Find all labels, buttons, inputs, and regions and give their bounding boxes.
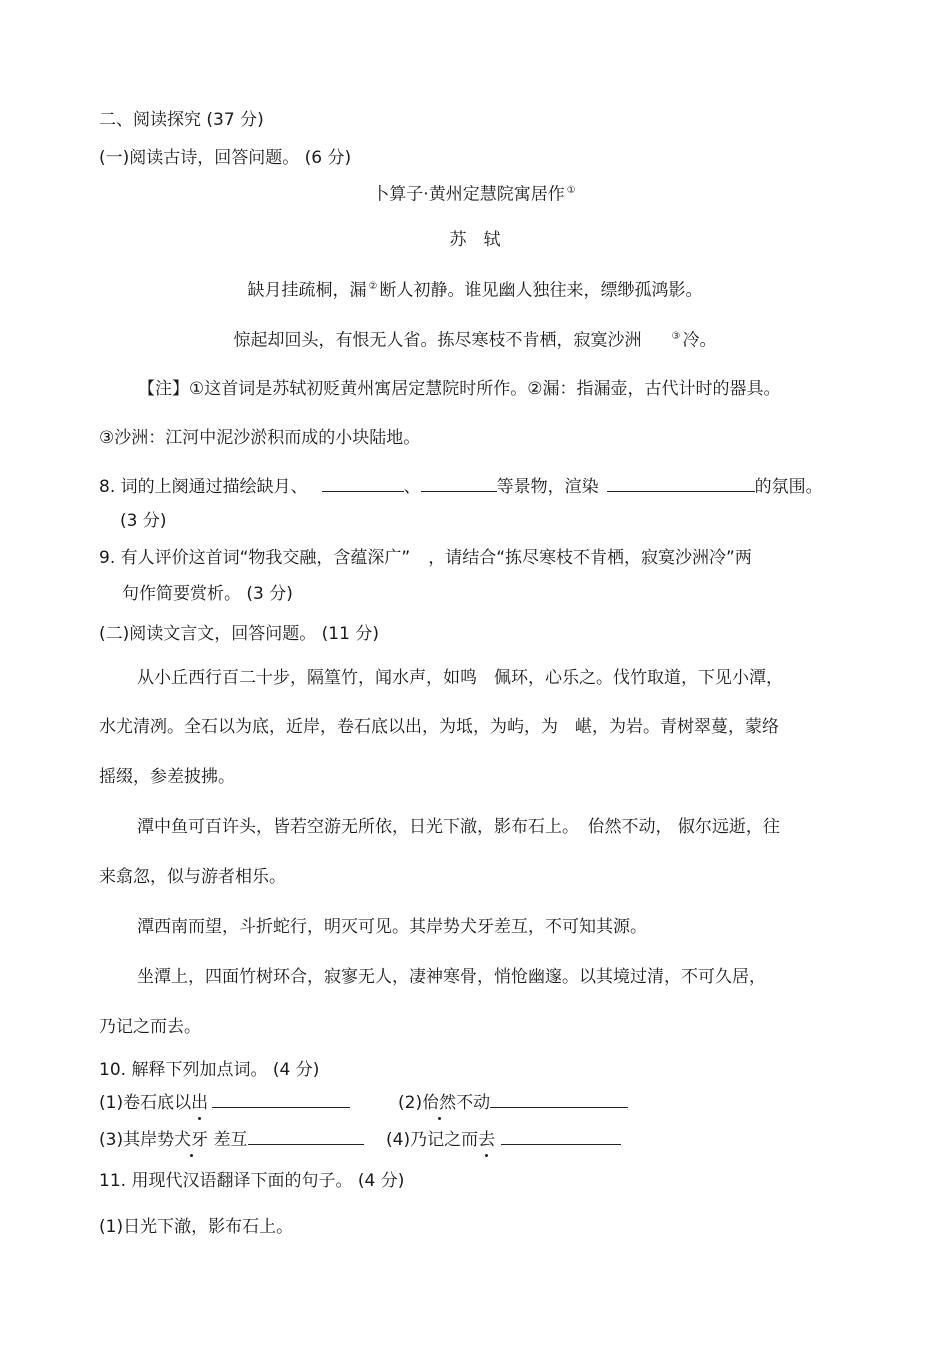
passage-p4-l2: 乃记之而去。 [99,1017,201,1037]
q10-item-1 [99,1092,350,1112]
q9-text-a: 9. 有人评价这首词“物我交融，含蕴深广” [99,548,411,568]
poem-line-1-a: 缺月挂疏桐，漏 [247,280,367,301]
q10-item-4-text: (4)乃记之而 [386,1130,479,1150]
passage-p4-l1: 坐潭上，四面竹树环合，寂寥无人，凄神寒骨，悄怆幽邃。以其境过清，不可久居， [137,967,766,987]
footnote-mark: ① [566,185,576,196]
q10-item-3 [99,1129,364,1149]
dotted-word: 佁然 [422,1093,457,1113]
q10-item-2 [398,1092,628,1112]
dotted-word: 去 [478,1130,496,1150]
footnote-mark: ③ [671,331,681,342]
section-title: 二、阅读探究 (37 分) [99,110,264,130]
q10-item-2-post: 不动 [456,1093,491,1113]
q10-item-4 [386,1129,621,1149]
question-11: 11. 用现代汉语翻译下面的句子。 (4 分) [99,1171,405,1191]
answer-blank[interactable] [212,1092,350,1108]
poem-title [0,186,950,204]
part1-heading: (一)阅读古诗，回答问题。 (6 分) [99,148,352,168]
passage-p1-l2: 水尤清冽。全石以为底，近岸，卷石底以出，为坻，为屿，为 嵁，为岩。青树翠蔓，蒙络 [99,717,779,737]
q10-item-3-post: 差互 [208,1130,248,1150]
q11-item-1: (1)日光下澈，影布石上。 [99,1217,294,1237]
answer-blank[interactable] [490,1092,628,1108]
poem-author: 苏 轼 [449,230,501,250]
answer-blank[interactable] [607,476,755,492]
q10-item-1-text: (1)卷石底以 [99,1093,192,1113]
poem-line-2 [0,332,950,350]
passage-p2-l1: 潭中鱼可百许头，皆若空游无所依，日光下澈，影布石上。 佁然不动， 俶尔远逝，往 [137,817,780,837]
poem-line-1-b: 断人初静。谁见幽人独往来，缥缈孤鸿影。 [379,280,703,301]
question-9 [99,550,752,567]
answer-blank[interactable] [421,476,497,492]
poem-line-2-b: 冷。 [682,330,717,351]
q8-text-a: 8. 词的上阕通过描绘缺月、 [99,477,308,497]
part2-heading: (二)阅读文言文，回答问题。 (11 分) [99,624,379,644]
question-9-line-2: 句作简要赏析。 (3 分) [122,584,293,604]
q8-text-c: 等景物，渲染 [496,477,599,497]
dotted-word: 出 [191,1093,209,1113]
answer-blank[interactable] [501,1129,621,1145]
passage-p1-l1: 从小丘西行百二十步，隔篁竹，闻水声，如鸣 佩环，心乐之。伐竹取道，下见小潭， [137,668,783,688]
passage-p2-l2: 来翕忽，似与游者相乐。 [99,867,286,887]
q10-item-2-text: (2) [398,1093,423,1113]
q8-text-d: 的氛围。 [754,477,823,497]
passage-p3-l1: 潭西南而望，斗折蛇行，明灭可见。其岸势犬牙差互，不可知其源。 [137,917,647,937]
q8-text-b: 、 [403,477,421,497]
q10-item-3-text: (3)其岸势 [99,1130,175,1150]
poem-note-1: 【注】①这首词是苏轼初贬黄州寓居定慧院时所作。②漏：指漏壶，古代计时的器具。 [138,379,781,399]
footnote-mark: ② [368,281,378,292]
poem-line-2-a: 惊起却回头，有恨无人省。拣尽寒枝不肯栖，寂寞沙洲 [233,330,642,351]
question-8-score: (3 分) [120,511,167,531]
answer-blank[interactable] [248,1129,364,1145]
poem-note-2: ③沙洲：江河中泥沙淤积而成的小块陆地。 [99,428,421,448]
dotted-word: 犬牙 [174,1130,209,1150]
answer-blank[interactable] [322,476,404,492]
passage-p1-l3: 摇缀，参差披拂。 [99,767,235,787]
poem-line-1 [0,282,950,300]
question-10: 10. 解释下列加点词。 (4 分) [99,1060,320,1080]
poem-title-text: 卜算子·黄州定慧院寓居作 [372,184,565,205]
q9-text-b: ，请结合“拣尽寒枝不肯栖，寂寞沙洲冷”两 [428,548,752,568]
question-8 [99,476,823,496]
